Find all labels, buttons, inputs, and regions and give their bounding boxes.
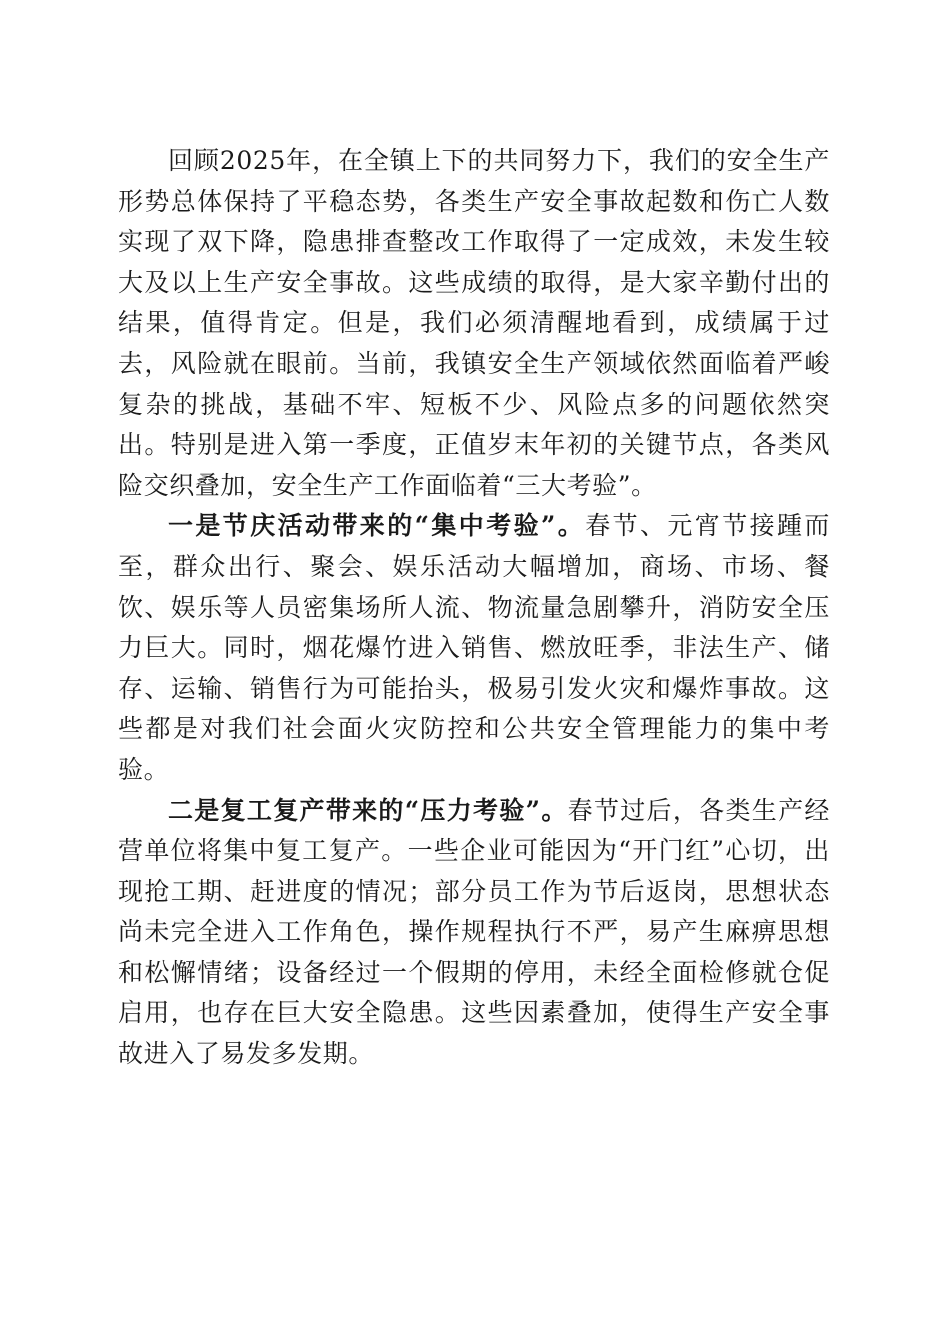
- paragraph-lead: 一是节庆活动带来的“集中考验”。: [168, 511, 586, 541]
- paragraph-resumption-test: [118, 791, 830, 1075]
- document-body: [118, 141, 830, 1075]
- paragraph-lead: 二是复工复产带来的“压力考验”。: [168, 795, 568, 825]
- paragraph-text: 春节过后，各类生产经营单位将集中复工复产。一些企业可能因为“开门红”心切，出现抢工期、赶进度的情况；部分员工作为节后返岗，思想状态尚未完全进入工作角色，操作规程执行不严，易产生麻痹思想和松懈情绪；设备经过一个假期的停用，未经全面检修就仓促启用，也存在巨大安全隐患。这些因素叠加，使得生产安全事故进入了易发多发期。: [118, 795, 830, 1069]
- paragraph-festival-test: [118, 506, 830, 790]
- paragraph-text: 春节、元宵节接踵而至，群众出行、聚会、娱乐活动大幅增加，商场、市场、餐饮、娱乐等人员密集场所人流、物流量急剧攀升，消防安全压力巨大。同时，烟花爆竹进入销售、燃放旺季，非法生产、储存、运输、销售行为可能抬头，极易引发火灾和爆炸事故。这些都是对我们社会面火灾防控和公共安全管理能力的集中考验。: [118, 511, 830, 784]
- paragraph-review-2025: [118, 141, 830, 506]
- paragraph-text: 回顾2025年，在全镇上下的共同努力下，我们的安全生产形势总体保持了平稳态势，各类生产安全事故起数和伤亡人数实现了双下降，隐患排查整改工作取得了一定成效，未发生较大及以上生产安全事故。这些成绩的取得，是大家辛勤付出的结果，值得肯定。但是，我们必须清醒地看到，成绩属于过去，风险就在眼前。当前，我镇安全生产领域依然面临着严峻复杂的挑战，基础不牢、短板不少、风险点多的问题依然突出。特别是进入第一季度，正值岁末年初的关键节点，各类风险交织叠加，安全生产工作面临着“三大考验”。: [118, 146, 830, 500]
